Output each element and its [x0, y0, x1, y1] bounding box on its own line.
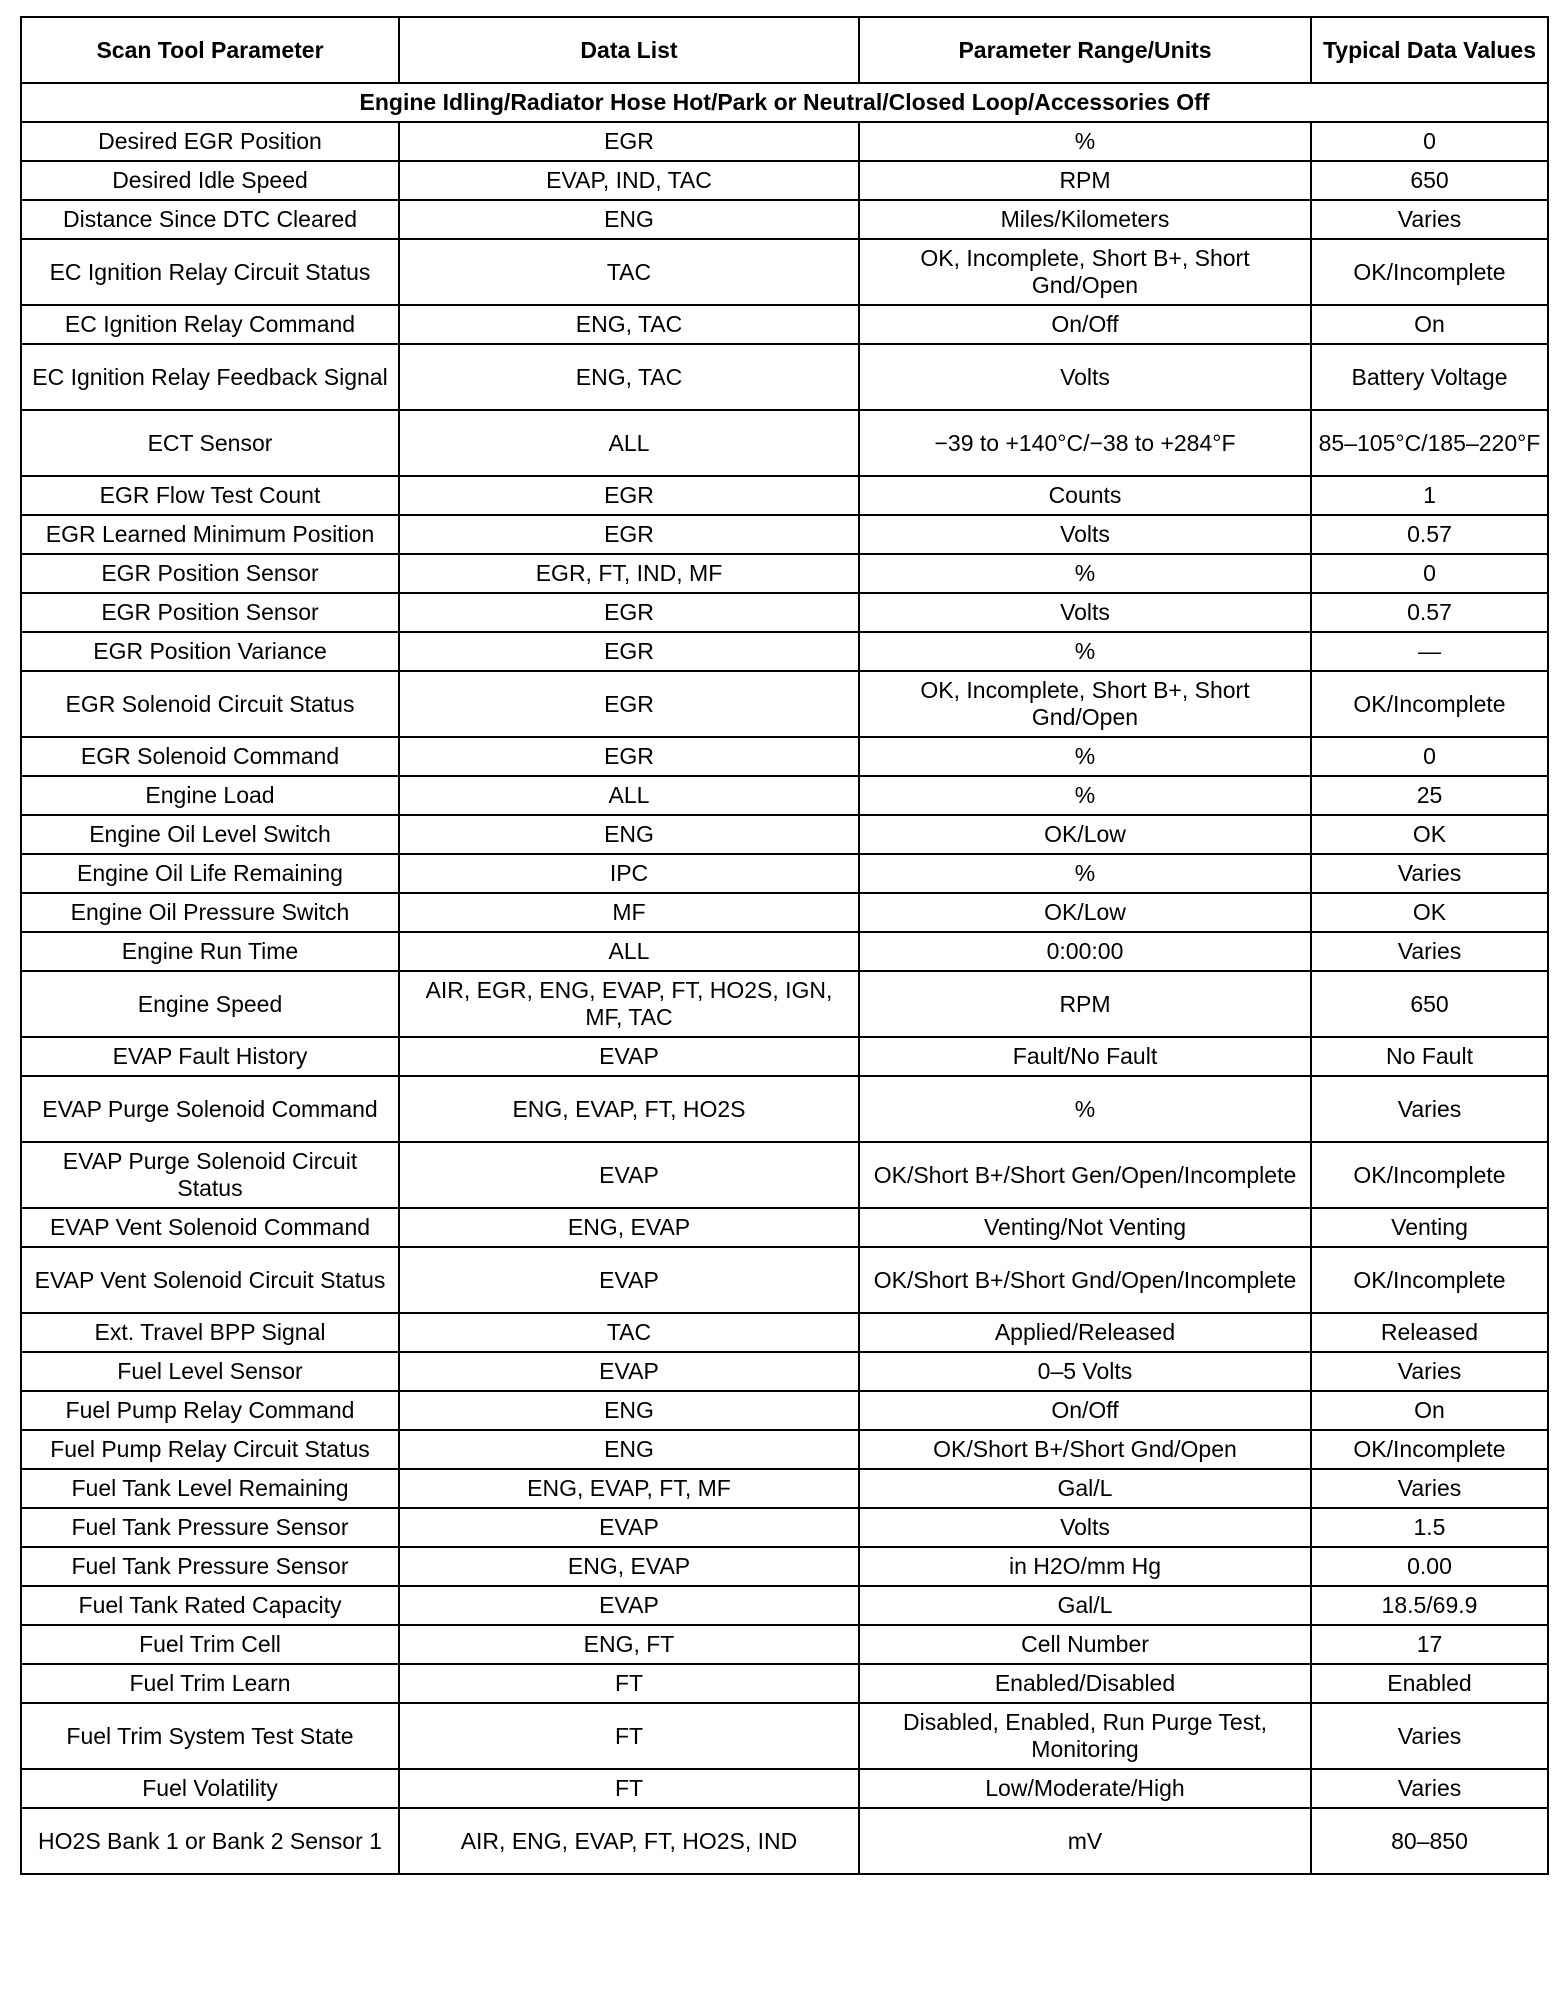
cell-parameter-range: Enabled/Disabled — [859, 1664, 1311, 1703]
cell-data-list: ENG, EVAP, FT, HO2S — [399, 1076, 859, 1142]
table-body — [21, 83, 1548, 1874]
cell-data-list: ENG, EVAP, FT, MF — [399, 1469, 859, 1508]
cell-typical-value: OK/Incomplete — [1311, 1430, 1548, 1469]
cell-typical-value: 0 — [1311, 122, 1548, 161]
cell-scan-tool-parameter: EGR Solenoid Circuit Status — [21, 671, 399, 737]
header-typical-data-values: Typical Data Values — [1311, 17, 1548, 83]
cell-data-list: ENG, TAC — [399, 305, 859, 344]
cell-scan-tool-parameter: Desired Idle Speed — [21, 161, 399, 200]
cell-typical-value: 0.57 — [1311, 593, 1548, 632]
cell-parameter-range: % — [859, 854, 1311, 893]
cell-scan-tool-parameter: Fuel Tank Level Remaining — [21, 1469, 399, 1508]
cell-typical-value: OK/Incomplete — [1311, 1247, 1548, 1313]
header-data-list: Data List — [399, 17, 859, 83]
cell-typical-value: Varies — [1311, 1076, 1548, 1142]
cell-scan-tool-parameter: Engine Oil Level Switch — [21, 815, 399, 854]
table-row — [21, 971, 1548, 1037]
cell-parameter-range: OK/Low — [859, 815, 1311, 854]
cell-parameter-range: % — [859, 776, 1311, 815]
cell-parameter-range: Miles/Kilometers — [859, 200, 1311, 239]
table-row — [21, 1808, 1548, 1874]
table-row — [21, 1037, 1548, 1076]
table-row — [21, 1664, 1548, 1703]
cell-typical-value: On — [1311, 1391, 1548, 1430]
cell-scan-tool-parameter: Fuel Tank Pressure Sensor — [21, 1547, 399, 1586]
cell-typical-value: 650 — [1311, 971, 1548, 1037]
table-row — [21, 161, 1548, 200]
cell-data-list: ENG, EVAP — [399, 1208, 859, 1247]
table-row — [21, 554, 1548, 593]
cell-typical-value: 0.57 — [1311, 515, 1548, 554]
cell-data-list: FT — [399, 1703, 859, 1769]
table-row — [21, 344, 1548, 410]
cell-scan-tool-parameter: EVAP Vent Solenoid Circuit Status — [21, 1247, 399, 1313]
cell-data-list: TAC — [399, 1313, 859, 1352]
cell-typical-value: Varies — [1311, 200, 1548, 239]
cell-parameter-range: Gal/L — [859, 1586, 1311, 1625]
cell-parameter-range: Applied/Released — [859, 1313, 1311, 1352]
table-row — [21, 1313, 1548, 1352]
cell-data-list: ENG — [399, 815, 859, 854]
document-page — [20, 16, 1547, 1875]
cell-typical-value: 17 — [1311, 1625, 1548, 1664]
cell-data-list: EVAP — [399, 1352, 859, 1391]
cell-parameter-range: OK/Short B+/Short Gnd/Open — [859, 1430, 1311, 1469]
cell-data-list: EVAP — [399, 1142, 859, 1208]
cell-data-list: EGR — [399, 515, 859, 554]
cell-scan-tool-parameter: HO2S Bank 1 or Bank 2 Sensor 1 — [21, 1808, 399, 1874]
cell-parameter-range: % — [859, 554, 1311, 593]
cell-typical-value: OK/Incomplete — [1311, 671, 1548, 737]
cell-scan-tool-parameter: Ext. Travel BPP Signal — [21, 1313, 399, 1352]
table-row — [21, 1586, 1548, 1625]
cell-typical-value: 80–850 — [1311, 1808, 1548, 1874]
cell-scan-tool-parameter: Distance Since DTC Cleared — [21, 200, 399, 239]
cell-typical-value: OK — [1311, 893, 1548, 932]
cell-parameter-range: RPM — [859, 971, 1311, 1037]
table-row — [21, 1508, 1548, 1547]
cell-scan-tool-parameter: EGR Position Sensor — [21, 593, 399, 632]
cell-parameter-range: Volts — [859, 593, 1311, 632]
cell-parameter-range: Volts — [859, 344, 1311, 410]
cell-scan-tool-parameter: EGR Solenoid Command — [21, 737, 399, 776]
cell-data-list: ENG, FT — [399, 1625, 859, 1664]
cell-scan-tool-parameter: Engine Run Time — [21, 932, 399, 971]
cell-data-list: EGR — [399, 737, 859, 776]
cell-typical-value: Varies — [1311, 1469, 1548, 1508]
table-row — [21, 1430, 1548, 1469]
table-row — [21, 1469, 1548, 1508]
cell-data-list: MF — [399, 893, 859, 932]
table-row — [21, 239, 1548, 305]
cell-scan-tool-parameter: EGR Position Sensor — [21, 554, 399, 593]
table-row — [21, 854, 1548, 893]
cell-typical-value: Battery Voltage — [1311, 344, 1548, 410]
table-row — [21, 515, 1548, 554]
cell-data-list: AIR, ENG, EVAP, FT, HO2S, IND — [399, 1808, 859, 1874]
table-row — [21, 1208, 1548, 1247]
cell-typical-value: Varies — [1311, 1769, 1548, 1808]
cell-data-list: FT — [399, 1769, 859, 1808]
cell-typical-value: 1.5 — [1311, 1508, 1548, 1547]
cell-typical-value: On — [1311, 305, 1548, 344]
cell-scan-tool-parameter: Engine Speed — [21, 971, 399, 1037]
cell-parameter-range: On/Off — [859, 1391, 1311, 1430]
table-row — [21, 1076, 1548, 1142]
table-row — [21, 632, 1548, 671]
cell-scan-tool-parameter: Engine Load — [21, 776, 399, 815]
cell-typical-value: Released — [1311, 1313, 1548, 1352]
cell-data-list: ALL — [399, 776, 859, 815]
cell-data-list: ENG — [399, 1430, 859, 1469]
cell-data-list: EGR — [399, 632, 859, 671]
cell-parameter-range: Gal/L — [859, 1469, 1311, 1508]
cell-typical-value: OK — [1311, 815, 1548, 854]
cell-data-list: EVAP — [399, 1508, 859, 1547]
cell-typical-value: 85–105°C/185–220°F — [1311, 410, 1548, 476]
cell-parameter-range: Volts — [859, 1508, 1311, 1547]
cell-scan-tool-parameter: EC Ignition Relay Circuit Status — [21, 239, 399, 305]
cell-typical-value: Varies — [1311, 854, 1548, 893]
table-row — [21, 476, 1548, 515]
cell-parameter-range: % — [859, 737, 1311, 776]
cell-typical-value: Varies — [1311, 1703, 1548, 1769]
cell-parameter-range: Disabled, Enabled, Run Purge Test, Monitoring — [859, 1703, 1311, 1769]
cell-parameter-range: Fault/No Fault — [859, 1037, 1311, 1076]
table-row — [21, 305, 1548, 344]
cell-parameter-range: in H2O/mm Hg — [859, 1547, 1311, 1586]
cell-scan-tool-parameter: EGR Learned Minimum Position — [21, 515, 399, 554]
cell-data-list: ALL — [399, 932, 859, 971]
cell-typical-value: No Fault — [1311, 1037, 1548, 1076]
cell-parameter-range: OK, Incomplete, Short B+, Short Gnd/Open — [859, 671, 1311, 737]
cell-scan-tool-parameter: Fuel Trim Learn — [21, 1664, 399, 1703]
cell-data-list: EGR — [399, 593, 859, 632]
cell-typical-value: 25 — [1311, 776, 1548, 815]
cell-parameter-range: OK, Incomplete, Short B+, Short Gnd/Open — [859, 239, 1311, 305]
cell-data-list: EVAP, IND, TAC — [399, 161, 859, 200]
cell-parameter-range: 0–5 Volts — [859, 1352, 1311, 1391]
table-row — [21, 1352, 1548, 1391]
cell-scan-tool-parameter: Fuel Level Sensor — [21, 1352, 399, 1391]
scan-tool-data-table — [20, 16, 1549, 1875]
cell-data-list: EVAP — [399, 1037, 859, 1076]
cell-scan-tool-parameter: Fuel Volatility — [21, 1769, 399, 1808]
cell-scan-tool-parameter: Engine Oil Pressure Switch — [21, 893, 399, 932]
cell-scan-tool-parameter: Fuel Trim System Test State — [21, 1703, 399, 1769]
cell-data-list: TAC — [399, 239, 859, 305]
cell-parameter-range: RPM — [859, 161, 1311, 200]
cell-scan-tool-parameter: Desired EGR Position — [21, 122, 399, 161]
cell-data-list: EGR — [399, 671, 859, 737]
cell-data-list: FT — [399, 1664, 859, 1703]
cell-data-list: EVAP — [399, 1247, 859, 1313]
cell-parameter-range: Volts — [859, 515, 1311, 554]
cell-data-list: ENG, EVAP — [399, 1547, 859, 1586]
cell-data-list: EGR, FT, IND, MF — [399, 554, 859, 593]
cell-typical-value: Enabled — [1311, 1664, 1548, 1703]
cell-typical-value: OK/Incomplete — [1311, 1142, 1548, 1208]
cell-scan-tool-parameter: Fuel Tank Rated Capacity — [21, 1586, 399, 1625]
table-row — [21, 593, 1548, 632]
cell-scan-tool-parameter: ECT Sensor — [21, 410, 399, 476]
cell-data-list: ALL — [399, 410, 859, 476]
cell-parameter-range: OK/Short B+/Short Gen/Open/Incomplete — [859, 1142, 1311, 1208]
header-parameter-range-units: Parameter Range/Units — [859, 17, 1311, 83]
table-row — [21, 671, 1548, 737]
cell-scan-tool-parameter: EGR Flow Test Count — [21, 476, 399, 515]
cell-data-list: EGR — [399, 476, 859, 515]
cell-data-list: EVAP — [399, 1586, 859, 1625]
cell-parameter-range: On/Off — [859, 305, 1311, 344]
table-row — [21, 1625, 1548, 1664]
cell-data-list: ENG, TAC — [399, 344, 859, 410]
cell-parameter-range: Cell Number — [859, 1625, 1311, 1664]
cell-scan-tool-parameter: EVAP Fault History — [21, 1037, 399, 1076]
cell-scan-tool-parameter: Fuel Pump Relay Circuit Status — [21, 1430, 399, 1469]
section-row — [21, 83, 1548, 122]
cell-parameter-range: Counts — [859, 476, 1311, 515]
cell-scan-tool-parameter: Fuel Tank Pressure Sensor — [21, 1508, 399, 1547]
table-row — [21, 776, 1548, 815]
cell-typical-value: Venting — [1311, 1208, 1548, 1247]
cell-typical-value: 0 — [1311, 737, 1548, 776]
cell-parameter-range: Venting/Not Venting — [859, 1208, 1311, 1247]
cell-scan-tool-parameter: Fuel Trim Cell — [21, 1625, 399, 1664]
cell-parameter-range: % — [859, 1076, 1311, 1142]
cell-data-list: EGR — [399, 122, 859, 161]
cell-parameter-range: OK/Short B+/Short Gnd/Open/Incomplete — [859, 1247, 1311, 1313]
cell-parameter-range: −39 to +140°C/−38 to +284°F — [859, 410, 1311, 476]
cell-typical-value: OK/Incomplete — [1311, 239, 1548, 305]
table-row — [21, 1769, 1548, 1808]
table-row — [21, 1703, 1548, 1769]
cell-scan-tool-parameter: EC Ignition Relay Feedback Signal — [21, 344, 399, 410]
cell-typical-value: 0 — [1311, 554, 1548, 593]
cell-scan-tool-parameter: Engine Oil Life Remaining — [21, 854, 399, 893]
header-scan-tool-parameter: Scan Tool Parameter — [21, 17, 399, 83]
cell-scan-tool-parameter: Fuel Pump Relay Command — [21, 1391, 399, 1430]
table-row — [21, 1547, 1548, 1586]
cell-typical-value: 18.5/69.9 — [1311, 1586, 1548, 1625]
header-row — [21, 17, 1548, 83]
cell-parameter-range: % — [859, 122, 1311, 161]
table-row — [21, 122, 1548, 161]
cell-data-list: ENG — [399, 200, 859, 239]
cell-data-list: ENG — [399, 1391, 859, 1430]
table-row — [21, 410, 1548, 476]
table-row — [21, 893, 1548, 932]
cell-scan-tool-parameter: EVAP Purge Solenoid Circuit Status — [21, 1142, 399, 1208]
table-row — [21, 932, 1548, 971]
cell-data-list: IPC — [399, 854, 859, 893]
cell-scan-tool-parameter: EVAP Purge Solenoid Command — [21, 1076, 399, 1142]
table-row — [21, 1391, 1548, 1430]
cell-scan-tool-parameter: EC Ignition Relay Command — [21, 305, 399, 344]
cell-typical-value: 0.00 — [1311, 1547, 1548, 1586]
cell-typical-value: Varies — [1311, 1352, 1548, 1391]
cell-typical-value: 650 — [1311, 161, 1548, 200]
cell-scan-tool-parameter: EGR Position Variance — [21, 632, 399, 671]
cell-typical-value: 1 — [1311, 476, 1548, 515]
section-title: Engine Idling/Radiator Hose Hot/Park or Neutral/Closed Loop/Accessories Off — [21, 83, 1548, 122]
cell-parameter-range: OK/Low — [859, 893, 1311, 932]
table-header — [21, 17, 1548, 83]
cell-parameter-range: 0:00:00 — [859, 932, 1311, 971]
table-row — [21, 1247, 1548, 1313]
table-row — [21, 737, 1548, 776]
cell-typical-value: Varies — [1311, 932, 1548, 971]
cell-parameter-range: mV — [859, 1808, 1311, 1874]
table-row — [21, 1142, 1548, 1208]
cell-parameter-range: Low/Moderate/High — [859, 1769, 1311, 1808]
table-row — [21, 200, 1548, 239]
cell-typical-value: — — [1311, 632, 1548, 671]
cell-data-list: AIR, EGR, ENG, EVAP, FT, HO2S, IGN, MF, TAC — [399, 971, 859, 1037]
cell-parameter-range: % — [859, 632, 1311, 671]
cell-scan-tool-parameter: EVAP Vent Solenoid Command — [21, 1208, 399, 1247]
table-row — [21, 815, 1548, 854]
